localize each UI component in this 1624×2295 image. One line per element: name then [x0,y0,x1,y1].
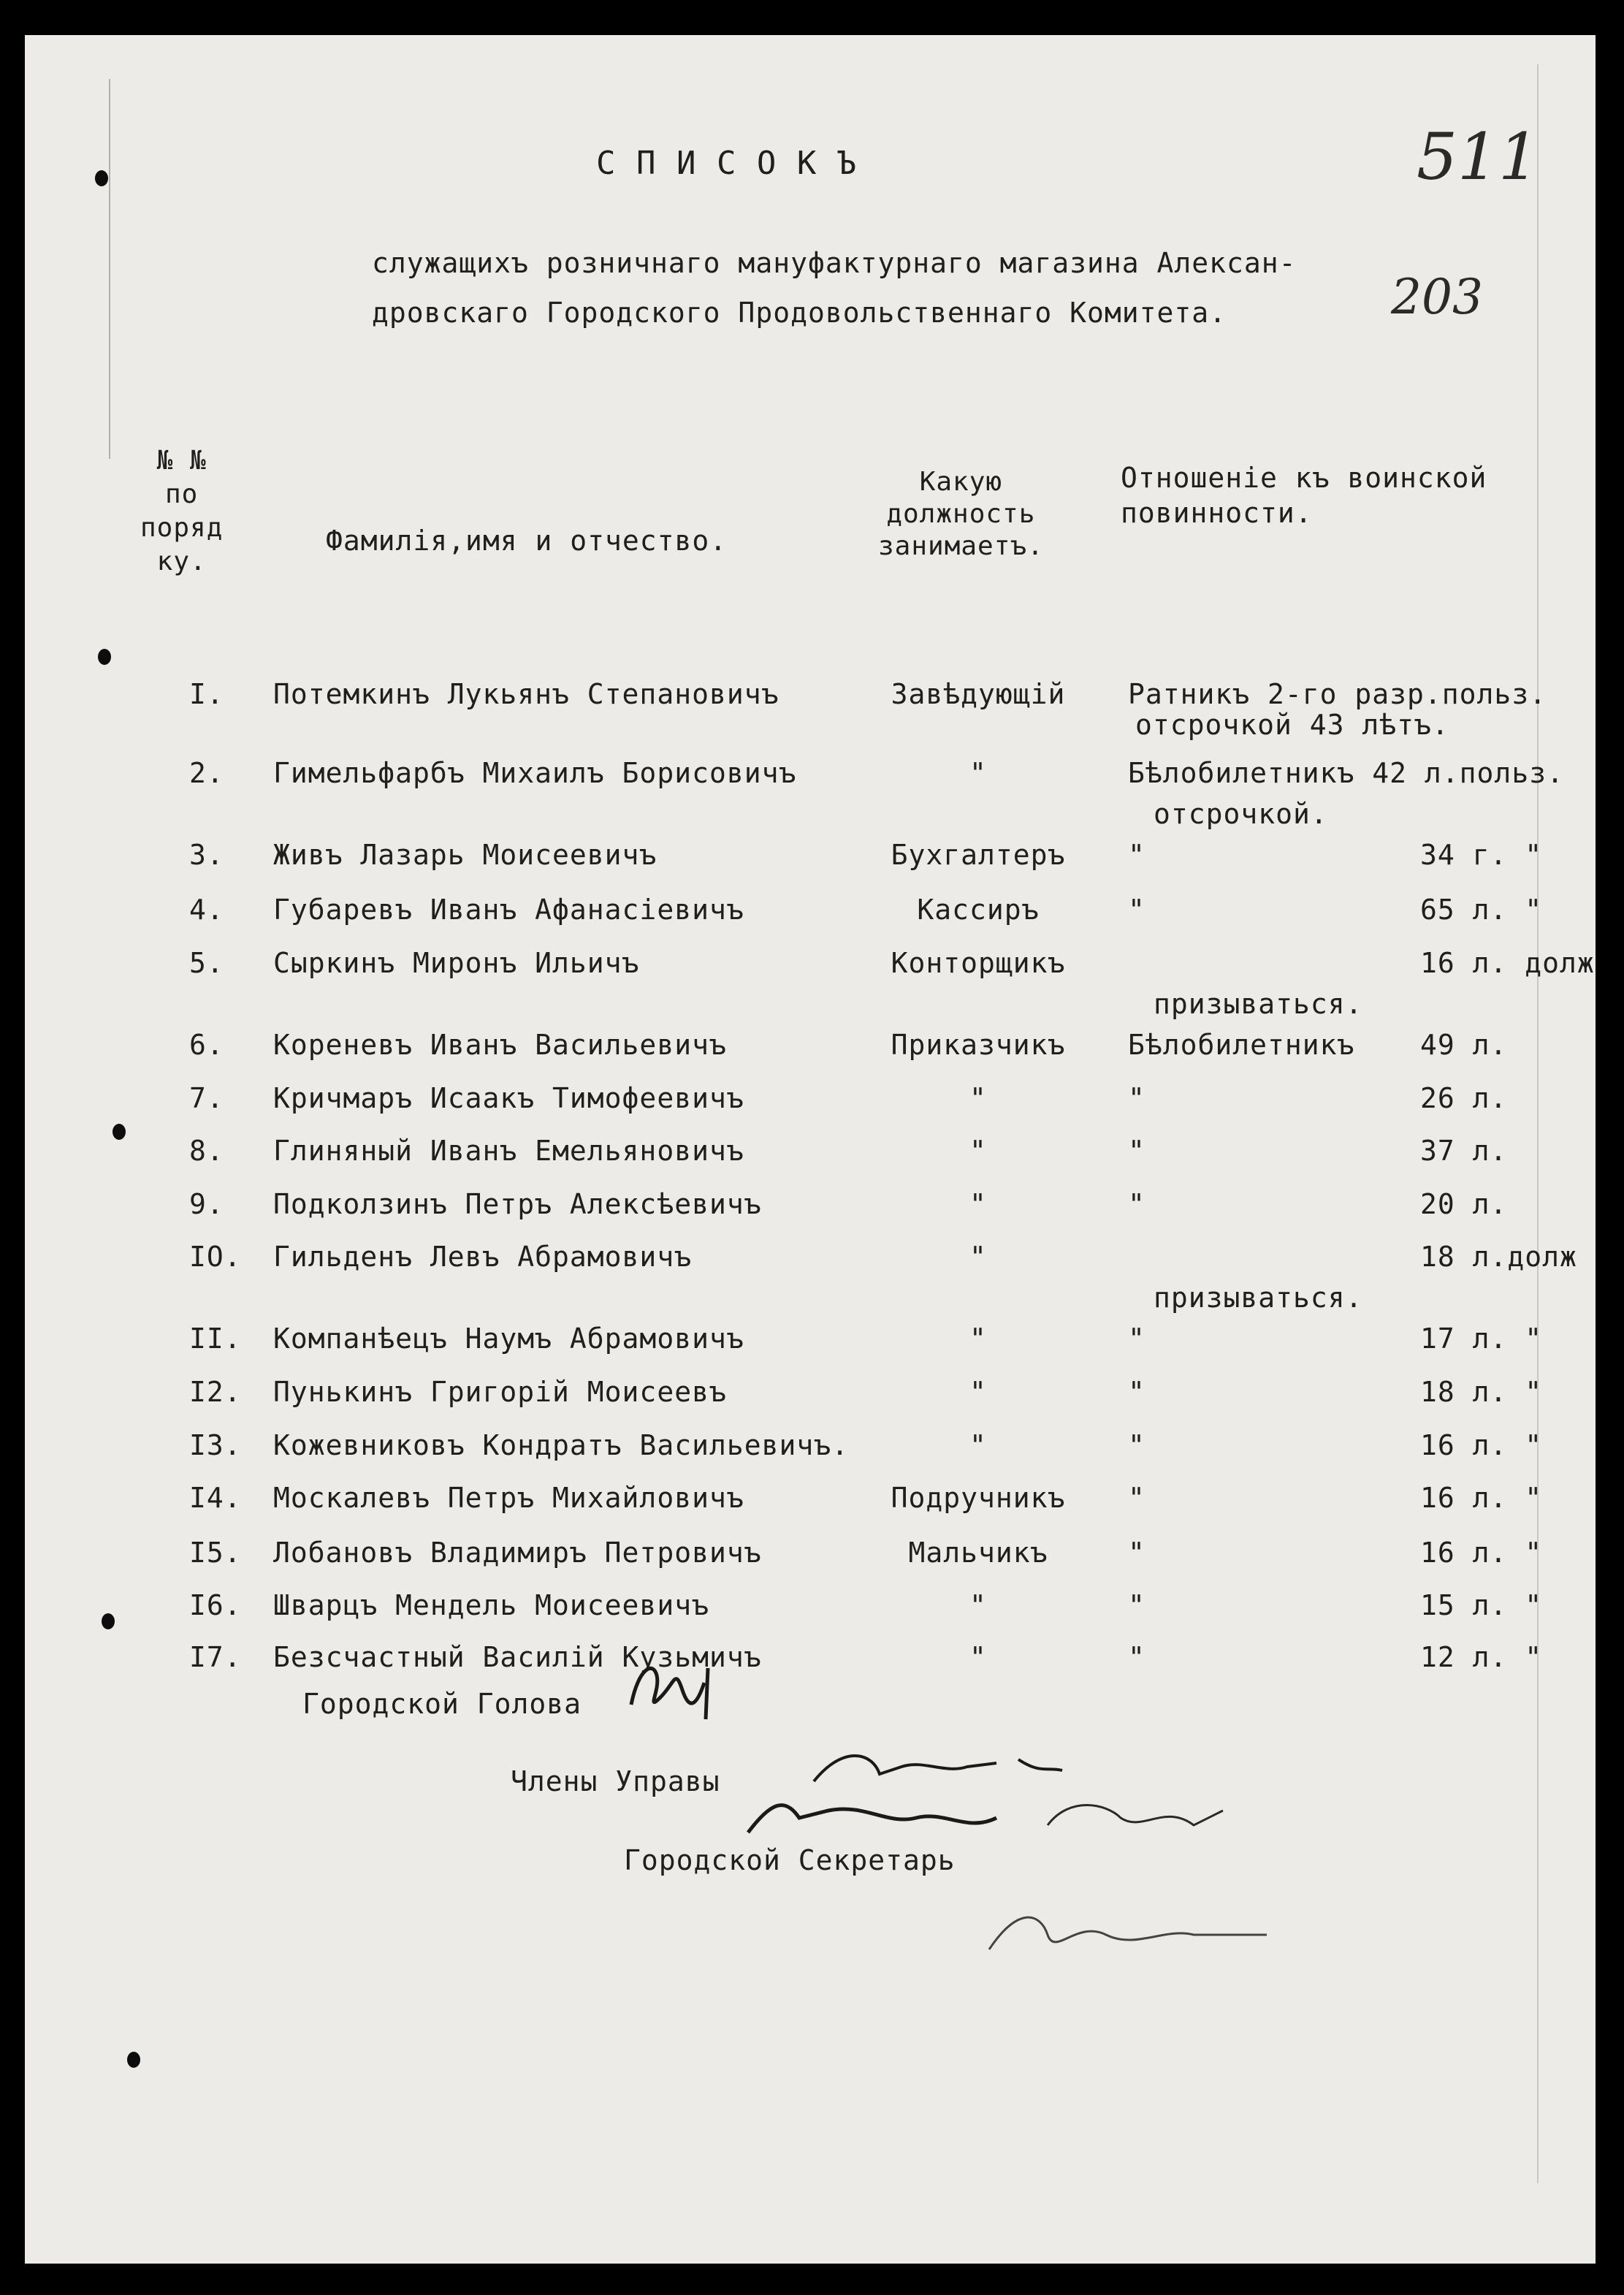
row-name: Глиняный Иванъ Емельяновичъ [273,1135,744,1167]
row-status: Бѣлобилетникъ 42 л.польз. [1128,757,1564,789]
row-name: Москалевъ Петръ Михайловичъ [273,1482,744,1514]
row-name: Пунькинъ Григорій Моисеевъ [273,1376,727,1408]
row-number: I2. [189,1376,242,1408]
folio-number: 511 [1417,119,1539,194]
row-age: 65 л. " [1420,894,1543,926]
row-age: 18 л. " [1420,1376,1543,1408]
punch-hole [102,1613,115,1629]
row-number: 2. [189,757,224,789]
row-number: I7. [189,1641,242,1673]
row-status: " [1128,894,1145,926]
row-note: призываться. [1154,988,1363,1020]
mayor-label: Городской Голова [302,1688,582,1720]
punch-hole [95,170,108,186]
row-age: 18 л.долж [1420,1241,1577,1273]
row-name: Лобановъ Владимиръ Петровичъ [273,1537,762,1569]
row-position: Бухгалтеръ [891,839,1066,871]
row-number: II. [189,1322,242,1355]
row-note: отсрочкой. [1154,798,1328,830]
mayor-signature [624,1653,726,1727]
row-age: 20 л. [1420,1188,1508,1220]
row-number: I5. [189,1537,242,1569]
header-military: Отношеніе къ воинской повинности. [1121,462,1487,529]
row-status: " [1128,1082,1145,1114]
row-position: " [969,757,987,789]
row-position: " [969,1082,987,1114]
row-position: Конторщикъ [891,947,1066,979]
scan-streak [109,79,110,459]
row-position: Подручникъ [891,1482,1066,1514]
row-number: I3. [189,1429,242,1461]
row-age: 12 л. " [1420,1641,1543,1673]
secretary-signature [960,1891,1296,1979]
row-name: Безсчастный Василій Кузьмичъ [273,1641,762,1673]
row-position: " [969,1188,987,1220]
row-name: Шварцъ Мендель Моисеевичъ [273,1589,709,1621]
page-title: С П И С О К Ъ [596,145,858,182]
row-position: Мальчикъ [908,1537,1048,1569]
row-note: призываться. [1154,1282,1363,1314]
row-number: 3. [189,839,224,871]
row-age: 34 г. " [1420,839,1543,871]
document-page [25,35,1596,2264]
row-number: I. [189,678,224,710]
row-position: " [969,1429,987,1461]
row-status: " [1128,1188,1145,1220]
row-number: 5. [189,947,224,979]
sheet-number: 203 [1391,269,1483,325]
row-status: " [1128,1322,1145,1355]
header-position: Какую должность занимаетъ. [878,467,1044,561]
subtitle-line-2: дровскаго Городского Продовольственнаго Комитета. [372,297,1227,329]
row-name: Подколзинъ Петръ Алексѣевичъ [273,1188,762,1220]
row-name: Гильденъ Левъ Абрамовичъ [273,1241,693,1273]
row-name: Сыркинъ Миронъ Ильичъ [273,947,640,979]
row-number: I6. [189,1589,242,1621]
row-position: Приказчикъ [891,1029,1066,1061]
row-name: Кореневъ Иванъ Васильевичъ [273,1029,727,1061]
row-age: 49 л. [1420,1029,1508,1061]
row-number: 6. [189,1029,224,1061]
row-age: 16 л. " [1420,1482,1543,1514]
header-number: № № по поряд ку. [140,446,224,576]
row-age: 16 л. " [1420,1537,1543,1569]
row-position: " [969,1322,987,1355]
members-label: Члены Управы [511,1765,720,1797]
row-name: Кожевниковъ Кондратъ Васильевичъ. [273,1429,849,1461]
row-position: " [969,1241,987,1273]
row-age: 16 л. долж [1420,947,1595,979]
row-number: 8. [189,1135,224,1167]
row-age: 15 л. " [1420,1589,1543,1621]
header-name: Фамилія,имя и отчество. [326,525,728,557]
row-name: Губаревъ Иванъ Афанасіевичъ [273,894,744,926]
row-number: 4. [189,894,224,926]
punch-hole [113,1124,126,1140]
row-position: Кассиръ [917,894,1040,926]
row-name: Кричмаръ Исаакъ Тимофеевичъ [273,1082,744,1114]
row-status: " [1128,1589,1145,1621]
row-age: 16 л. " [1420,1429,1543,1461]
row-status: " [1128,1641,1145,1673]
row-status: " [1128,839,1145,871]
row-age: 37 л. [1420,1135,1508,1167]
row-position: " [969,1641,987,1673]
row-position: Завѣдующій [891,678,1066,710]
row-position: " [969,1376,987,1408]
subtitle-line-1: служащихъ розничнаго мануфактурнаго магазина Алексан- [372,247,1297,279]
row-age: 26 л. [1420,1082,1508,1114]
row-status: Бѣлобилетникъ [1128,1029,1355,1061]
row-status: " [1128,1135,1145,1167]
row-note: отсрочкой 43 лѣтъ. [1135,709,1449,741]
row-number: IO. [189,1241,242,1273]
row-status: " [1128,1482,1145,1514]
row-position: " [969,1589,987,1621]
row-age: 17 л. " [1420,1322,1543,1355]
scan-streak [1537,64,1539,2183]
row-status: Ратникъ 2-го разр.польз. [1128,678,1547,710]
punch-hole [127,2052,140,2068]
row-name: Компанѣецъ Наумъ Абрамовичъ [273,1322,744,1355]
row-name: Гимельфарбъ Михаилъ Борисовичъ [273,757,797,789]
row-name: Живъ Лазарь Моисеевичъ [273,839,657,871]
row-name: Потемкинъ Лукьянъ Степановичъ [273,678,779,710]
row-status: " [1128,1429,1145,1461]
row-number: I4. [189,1482,242,1514]
row-number: 7. [189,1082,224,1114]
members-signatures [726,1730,1252,1884]
row-number: 9. [189,1188,224,1220]
row-position: " [969,1135,987,1167]
secretary-label: Городской Секретарь [624,1844,956,1876]
punch-hole [98,649,111,665]
row-status: " [1128,1376,1145,1408]
row-status: " [1128,1537,1145,1569]
